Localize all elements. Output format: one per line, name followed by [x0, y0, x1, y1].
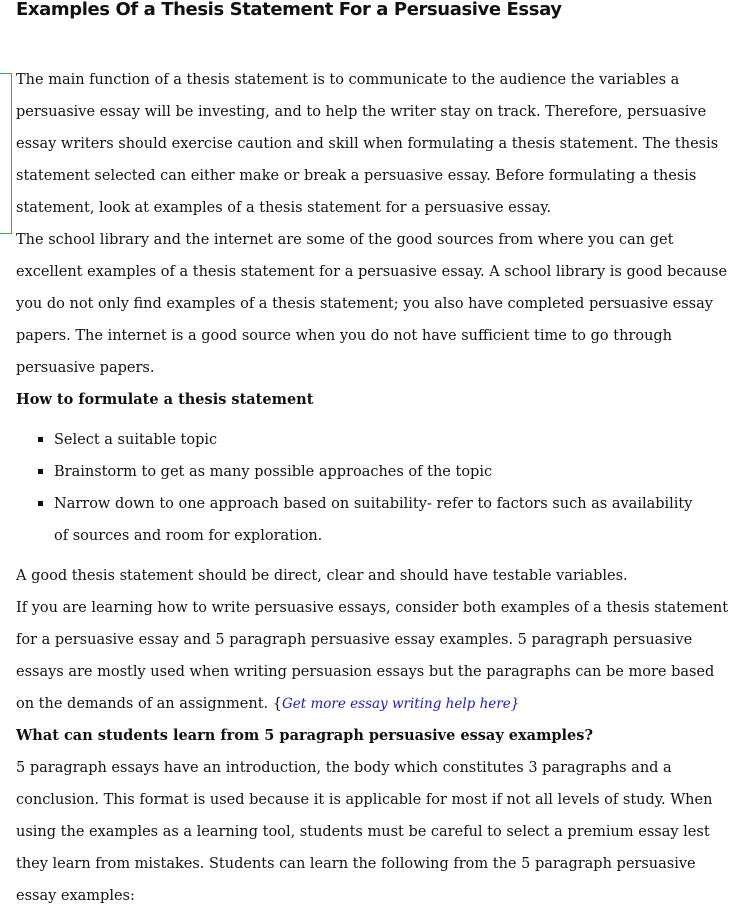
paragraph-intro: The main function of a thesis statement is to communicate to the audience the variables a persuasive essay will be investing, and to help the writer stay on track. Therefore, persuasive essay writers should exercise caution and skill when formulating a thesis statement. The thesis statement selected can either make or break a persuasive essay. Before formulating a thesis statement, look at examples of a thesis statement for a persuasive essay. — [16, 72, 719, 216]
paragraph-learning — [16, 592, 736, 720]
paragraph-good-thesis: A good thesis statement should be direct, clear and should have testable variables. — [16, 568, 628, 584]
paragraph-sources: The school library and the internet are some of the good sources from where you can get excellent examples of a thesis statement for a persuasive essay. A school library is good because you do not only find examples of a thesis statement; you also have completed persuasive essay papers. The internet is a good source when you do not have sufficient time to go through persuasive papers. — [16, 232, 728, 376]
essay-help-link[interactable]: Get more essay writing help here} — [282, 696, 520, 712]
intro-block — [16, 64, 736, 224]
selection-bracket — [0, 73, 12, 234]
paragraph-five-paragraph: 5 paragraph essays have an introduction, the body which constitutes 3 paragraphs and a conclusion. This format is used because it is applicable for most if not all levels of study. When using the examples as a learning tool, students must be careful to select a premium essay lest they learn from mistakes. Students can learn the following from the 5 paragraph persuasive essay examples: — [16, 760, 713, 904]
list-item: Narrow down to one approach based on suitability- refer to factors such as availability of sources and room for exploration. — [54, 488, 736, 552]
article-body — [16, 64, 736, 912]
page-title: Examples Of a Thesis Statement For a Persuasive Essay — [16, 0, 562, 20]
steps-list — [16, 416, 736, 560]
heading-students-learn: What can students learn from 5 paragraph persuasive essay examples? — [16, 727, 593, 744]
heading-formulate: How to formulate a thesis statement — [16, 391, 314, 408]
list-item: Select a suitable topic — [54, 424, 736, 456]
paragraph-learning-text: If you are learning how to write persuasive essays, consider both examples of a thesis statement for a persuasive essay and 5 paragraph persuasive essay examples. 5 paragraph persuasive essays are mostly used when writing persuasion essays but the paragraphs can be more based on the demands of an assignment. — [16, 600, 729, 712]
list-item: Brainstorm to get as many possible approaches of the topic — [54, 456, 736, 488]
brace-open: { — [272, 696, 282, 712]
